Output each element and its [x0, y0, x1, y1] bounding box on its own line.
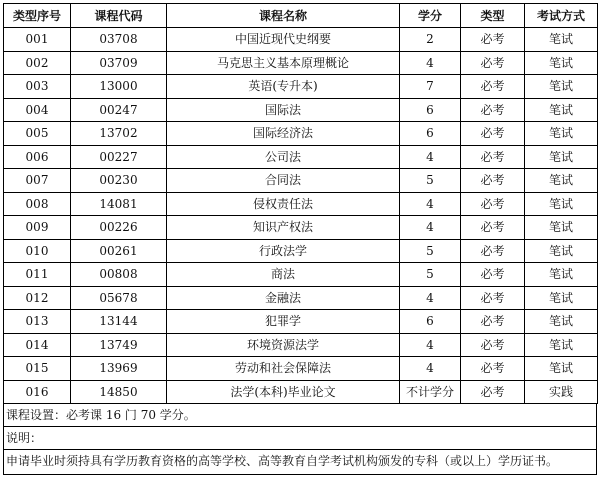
cell-exam-method: 笔试	[525, 98, 598, 122]
cell-course-name: 侵权责任法	[167, 192, 400, 216]
cell-exam-method: 笔试	[525, 286, 598, 310]
table-row	[4, 333, 598, 357]
cell-credits: 不计学分	[400, 380, 461, 404]
cell-type: 必考	[461, 380, 525, 404]
cell-type: 必考	[461, 216, 525, 240]
header-credits: 学分	[400, 4, 461, 28]
cell-course-name: 马克思主义基本原理概论	[167, 51, 400, 75]
cell-course-name: 行政法学	[167, 239, 400, 263]
cell-course-code: 00808	[71, 263, 167, 287]
cell-type: 必考	[461, 310, 525, 334]
cell-course-code: 03708	[71, 28, 167, 52]
cell-course-code: 03709	[71, 51, 167, 75]
cell-exam-method: 笔试	[525, 239, 598, 263]
cell-type-seq: 009	[4, 216, 71, 240]
cell-exam-method: 实践	[525, 380, 598, 404]
notes-section	[3, 404, 597, 475]
table-row	[4, 75, 598, 99]
cell-course-name: 国际经济法	[167, 122, 400, 146]
cell-credits: 5	[400, 263, 461, 287]
cell-exam-method: 笔试	[525, 28, 598, 52]
cell-credits: 4	[400, 357, 461, 381]
cell-course-code: 00247	[71, 98, 167, 122]
cell-type-seq: 002	[4, 51, 71, 75]
cell-type-seq: 004	[4, 98, 71, 122]
cell-exam-method: 笔试	[525, 122, 598, 146]
cell-type: 必考	[461, 145, 525, 169]
cell-exam-method: 笔试	[525, 333, 598, 357]
header-exam-method: 考试方式	[525, 4, 598, 28]
cell-course-code: 13749	[71, 333, 167, 357]
course-setup-note: 课程设置：必考课 16 门 70 学分。	[4, 404, 596, 427]
cell-type-seq: 016	[4, 380, 71, 404]
cell-type-seq: 015	[4, 357, 71, 381]
table-row	[4, 310, 598, 334]
cell-type: 必考	[461, 122, 525, 146]
cell-exam-method: 笔试	[525, 216, 598, 240]
cell-course-name: 商法	[167, 263, 400, 287]
cell-exam-method: 笔试	[525, 192, 598, 216]
cell-type-seq: 001	[4, 28, 71, 52]
cell-type: 必考	[461, 333, 525, 357]
cell-course-code: 00261	[71, 239, 167, 263]
cell-credits: 5	[400, 239, 461, 263]
explain-text: 申请毕业时须持具有学历教育资格的高等学校、高等教育自学考试机构颁发的专科（或以上）学历证书。	[6, 454, 559, 468]
table-header-row	[4, 4, 598, 28]
cell-course-name: 英语(专升本)	[167, 75, 400, 99]
cell-type: 必考	[461, 51, 525, 75]
cell-credits: 4	[400, 145, 461, 169]
cell-course-name: 合同法	[167, 169, 400, 193]
cell-type: 必考	[461, 357, 525, 381]
cell-credits: 4	[400, 192, 461, 216]
table-row	[4, 380, 598, 404]
cell-type-seq: 003	[4, 75, 71, 99]
header-type: 类型	[461, 4, 525, 28]
table-row	[4, 263, 598, 287]
header-type-seq: 类型序号	[4, 4, 71, 28]
cell-type: 必考	[461, 192, 525, 216]
cell-course-name: 金融法	[167, 286, 400, 310]
cell-credits: 4	[400, 216, 461, 240]
explain-label: 说明：	[4, 427, 596, 450]
cell-type-seq: 013	[4, 310, 71, 334]
cell-course-code: 00230	[71, 169, 167, 193]
header-course-name: 课程名称	[167, 4, 400, 28]
cell-type: 必考	[461, 263, 525, 287]
cell-exam-method: 笔试	[525, 145, 598, 169]
table-row	[4, 169, 598, 193]
cell-type-seq: 007	[4, 169, 71, 193]
table-body	[4, 28, 598, 404]
table-row	[4, 357, 598, 381]
cell-exam-method: 笔试	[525, 169, 598, 193]
cell-exam-method: 笔试	[525, 357, 598, 381]
cell-credits: 5	[400, 169, 461, 193]
cell-course-code: 00226	[71, 216, 167, 240]
course-document	[3, 3, 597, 475]
cell-type: 必考	[461, 28, 525, 52]
cell-course-name: 国际法	[167, 98, 400, 122]
cell-credits: 2	[400, 28, 461, 52]
cell-credits: 4	[400, 286, 461, 310]
table-row	[4, 122, 598, 146]
cell-exam-method: 笔试	[525, 51, 598, 75]
cell-course-code: 13969	[71, 357, 167, 381]
cell-credits: 4	[400, 333, 461, 357]
cell-type-seq: 012	[4, 286, 71, 310]
table-row	[4, 286, 598, 310]
cell-course-name: 环境资源法学	[167, 333, 400, 357]
cell-course-name: 犯罪学	[167, 310, 400, 334]
cell-type-seq: 010	[4, 239, 71, 263]
cell-credits: 7	[400, 75, 461, 99]
cell-course-name: 劳动和社会保障法	[167, 357, 400, 381]
cell-type-seq: 011	[4, 263, 71, 287]
cell-course-code: 13000	[71, 75, 167, 99]
cell-exam-method: 笔试	[525, 310, 598, 334]
cell-type: 必考	[461, 286, 525, 310]
cell-course-code: 13702	[71, 122, 167, 146]
cell-course-name: 公司法	[167, 145, 400, 169]
table-row	[4, 51, 598, 75]
table-row	[4, 145, 598, 169]
table-row	[4, 216, 598, 240]
cell-course-name: 法学(本科)毕业论文	[167, 380, 400, 404]
cell-credits: 6	[400, 310, 461, 334]
cell-type-seq: 014	[4, 333, 71, 357]
cell-type-seq: 006	[4, 145, 71, 169]
table-row	[4, 192, 598, 216]
cell-credits: 6	[400, 98, 461, 122]
cell-course-code: 00227	[71, 145, 167, 169]
table-row	[4, 28, 598, 52]
cell-course-code: 05678	[71, 286, 167, 310]
cell-type: 必考	[461, 169, 525, 193]
cell-type: 必考	[461, 239, 525, 263]
cell-type: 必考	[461, 75, 525, 99]
cell-type-seq: 008	[4, 192, 71, 216]
cell-exam-method: 笔试	[525, 75, 598, 99]
cell-course-code: 14850	[71, 380, 167, 404]
course-table	[3, 3, 598, 404]
header-course-code: 课程代码	[71, 4, 167, 28]
cell-course-code: 13144	[71, 310, 167, 334]
cell-credits: 6	[400, 122, 461, 146]
cell-course-name: 中国近现代史纲要	[167, 28, 400, 52]
cell-type: 必考	[461, 98, 525, 122]
cell-exam-method: 笔试	[525, 263, 598, 287]
cell-type-seq: 005	[4, 122, 71, 146]
cell-course-code: 14081	[71, 192, 167, 216]
cell-course-name: 知识产权法	[167, 216, 400, 240]
table-row	[4, 239, 598, 263]
table-row	[4, 98, 598, 122]
cell-credits: 4	[400, 51, 461, 75]
